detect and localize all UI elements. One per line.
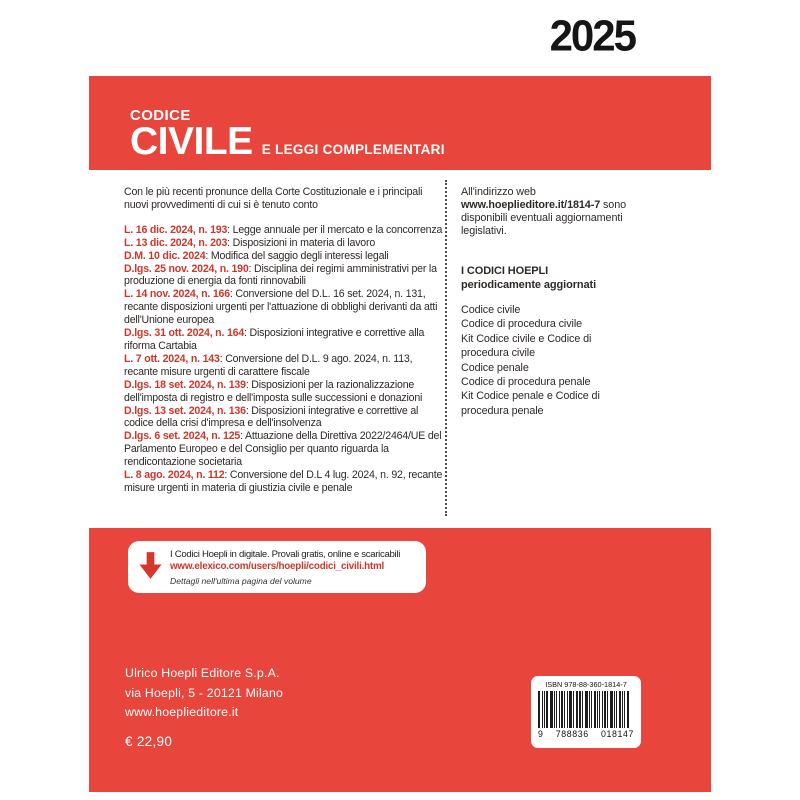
law-ref: D.lgs. 25 nov. 2024, n. 190	[124, 262, 249, 275]
law-entry	[124, 379, 446, 405]
law-text: : Disposizioni integrative e correttive alla riforma Cartabia	[124, 327, 425, 352]
codici-list-item: Kit Codice civile e Codice di procedura civile	[461, 332, 592, 360]
publisher-website: www.hoeplieditore.it	[125, 705, 239, 719]
digital-box-note: Dettagli nell'ultima pagina del volume	[170, 576, 312, 586]
info-column	[461, 186, 649, 418]
law-text: : Disciplina dei regimi amministrativi per la produzione di energia da fonti rinnovabili	[124, 262, 437, 288]
law-text: : Disposizioni in materia di lavoro	[227, 236, 376, 249]
web-notice-prefix: All'indirizzo web	[461, 186, 536, 198]
law-entry	[124, 469, 446, 495]
codici-list-item: Codice penale	[461, 361, 529, 374]
barcode-digit-group1: 788836	[555, 729, 589, 739]
codici-list-item: Kit Codice penale e Codice di procedura penale	[461, 390, 600, 417]
barcode-box	[531, 676, 641, 748]
isbn-label: ISBN 978-88-360-1814-7	[545, 680, 627, 689]
law-text: : Conversione del D.L 4 lug. 2024, n. 92, recante misure urgenti in materia di giustizia civile e penale	[124, 469, 443, 494]
law-ref: D.M. 10 dic. 2024	[124, 249, 206, 262]
codici-heading-line2: periodicamente aggiornati	[461, 279, 597, 292]
digital-edition-box	[128, 541, 426, 593]
law-text: : Disposizioni integrative e correttive al codice della crisi d'impresa e dell'insolvenza	[124, 404, 419, 430]
law-text: : Conversione del D.L. 9 ago. 2024, n. 113, recante misure urgenti di carattere fiscale	[124, 352, 413, 378]
title-banner-text	[130, 106, 445, 163]
download-arrow-icon	[139, 552, 162, 579]
law-text: : Conversione del D.L. 16 set. 2024, n. 131, recante disposizioni urgenti per l'attuazione di obblighi derivanti da atti dell'Unione europea	[124, 288, 438, 327]
publisher-address: via Hoepli, 5 - 20121 Milano	[125, 685, 284, 700]
law-ref: L. 8 ago. 2024, n. 112	[124, 469, 225, 482]
codici-list-item: Codice di procedura penale	[461, 376, 591, 388]
banner-title-row	[130, 119, 445, 163]
price-label: € 22,90	[125, 734, 173, 749]
book-subtitle: E LEGGI COMPLEMENTARI	[261, 141, 445, 157]
digital-box-line1: I Codici Hoepli in digitale. Provali gratis, online e scaricabili	[170, 549, 401, 560]
publisher-info	[125, 664, 283, 723]
law-entry	[124, 224, 446, 237]
law-text: : Attuazione della Direttiva 2022/2464/UE del Parlamento Europeo e del Consiglio per quanto riguarda la rendicontazione societaria	[124, 430, 442, 469]
barcode-digit-group2: 018147	[601, 729, 634, 739]
dotted-column-divider	[445, 180, 447, 516]
law-text: : Modifica del saggio degli interessi legali	[205, 249, 389, 262]
law-entry	[124, 405, 446, 431]
law-entry	[124, 430, 446, 469]
intro-paragraph: Con le più recenti pronunce della Corte Costituzionale e i principali nuovi provvedimenti di cui si è tenuto conto	[124, 186, 423, 211]
law-ref: D.lgs. 13 set. 2024, n. 136	[124, 404, 246, 417]
barcode-digit-left: 9	[538, 729, 544, 739]
web-notice-suffix: sono disponibili eventuali aggiornamenti legislativi.	[461, 199, 627, 238]
law-ref: D.lgs. 6 set. 2024, n. 125	[124, 430, 241, 443]
law-ref: L. 13 dic. 2024, n. 203	[124, 236, 228, 249]
barcode-bars	[538, 691, 634, 728]
bottom-red-panel	[89, 528, 711, 792]
banner-kicker: CODICE	[130, 106, 191, 124]
law-entry	[124, 250, 446, 263]
codici-list-item: Codice di procedura civile	[461, 318, 583, 331]
web-update-notice	[461, 186, 649, 238]
digital-box-url: www.elexico.com/users/hoepli/codici_civili.html	[170, 561, 385, 572]
law-entry	[124, 288, 446, 327]
title-banner	[89, 76, 711, 170]
law-ref: D.lgs. 18 set. 2024, n. 139	[124, 378, 246, 391]
update-url: www.hoeplieditore.it/1814-7	[461, 199, 601, 212]
law-ref: L. 16 dic. 2024, n. 193	[124, 223, 228, 236]
law-entry	[124, 353, 446, 379]
law-entry	[124, 263, 446, 289]
codici-list-item: Codice civile	[461, 303, 521, 316]
updates-column	[124, 186, 446, 495]
edition-year: 2025	[549, 11, 635, 60]
law-ref: L. 14 nov. 2024, n. 166	[124, 288, 230, 301]
law-text: : Legge annuale per il mercato e la concorrenza	[227, 223, 443, 236]
codici-heading-line1: I CODICI HOEPLI	[461, 265, 549, 278]
publisher-name: Ulrico Hoepli Editore S.p.A.	[125, 666, 280, 680]
law-ref: L. 7 ott. 2024, n. 143	[124, 352, 220, 365]
law-text: : Disposizioni per la razionalizzazione dell'imposta di registro e dell'imposta sulle successioni e donazioni	[124, 378, 423, 404]
law-entry	[124, 237, 446, 250]
law-entry	[124, 327, 446, 353]
codici-list	[461, 303, 611, 418]
book-title: CIVILE	[130, 119, 253, 163]
law-ref: D.lgs. 31 ott. 2024, n. 164	[124, 327, 245, 340]
barcode-digits	[537, 729, 635, 739]
